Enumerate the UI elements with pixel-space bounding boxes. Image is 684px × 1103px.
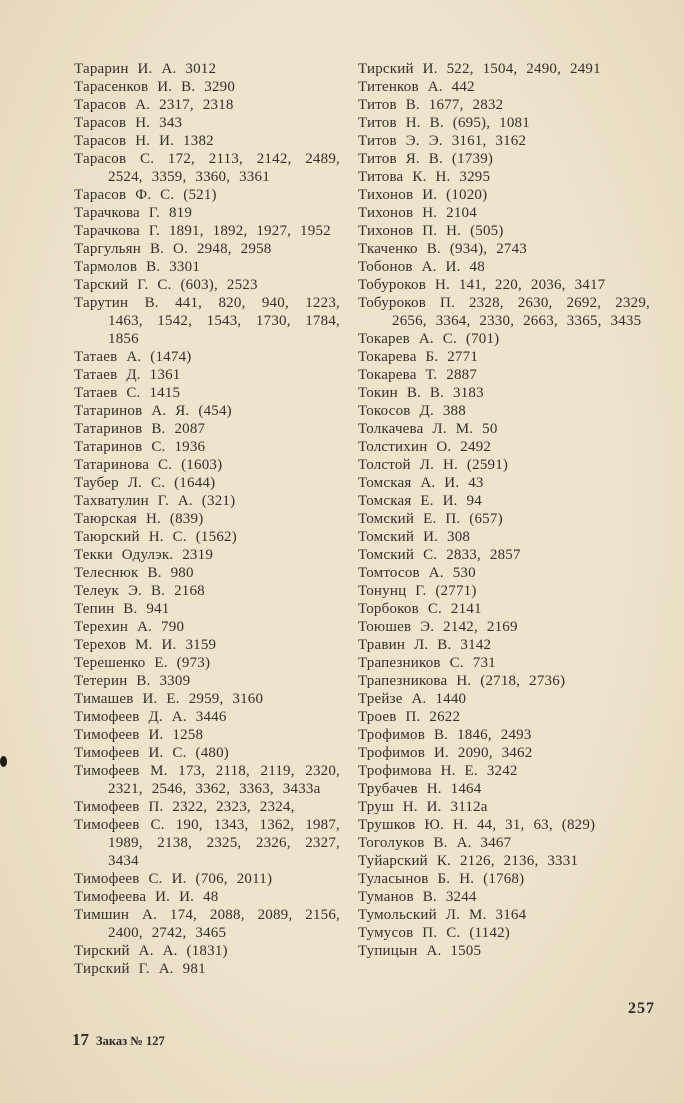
index-entry: Томский С. 2833, 2857 xyxy=(358,547,521,563)
index-entry: Тимофеев С. И. (706, 2011) xyxy=(74,871,273,887)
index-entry: Тарутин В. 441, 820, 940, 1223, 1463, 1542, 1543, 1730, 1784, 1856 xyxy=(74,295,340,347)
index-entry: Трапезникова Н. (2718, 2736) xyxy=(358,673,566,689)
index-entry: Татаринов В. 2087 xyxy=(74,421,206,437)
index-entry: Титов Я. В. (1739) xyxy=(358,151,494,167)
index-entry: Трофимов В. 1846, 2493 xyxy=(358,727,532,743)
index-entry: Таубер Л. С. (1644) xyxy=(74,475,216,491)
index-entry: Трапезников С. 731 xyxy=(358,655,496,671)
index-entry: Тарский Г. С. (603), 2523 xyxy=(74,277,258,293)
index-columns xyxy=(74,60,650,978)
index-entry: Телеснюк В. 980 xyxy=(74,565,194,581)
index-entry: Тарасов Н. 343 xyxy=(74,115,183,131)
index-entry: Тарасенков И. В. 3290 xyxy=(74,79,236,95)
index-entry: Тимофеев С. 190, 1343, 1362, 1987, 1989, 2138, 2325, 2326, 2327, 3434 xyxy=(74,817,340,869)
index-entry: Тихонов Н. 2104 xyxy=(358,205,477,221)
index-entry: Татаринов А. Я. (454) xyxy=(74,403,232,419)
index-entry: Толстихин О. 2492 xyxy=(358,439,492,455)
index-entry: Титов Н. В. (695), 1081 xyxy=(358,115,530,131)
index-entry: Томская А. И. 43 xyxy=(358,475,484,491)
index-entry: Тимофеева И. И. 48 xyxy=(74,889,219,905)
index-entry: Тихонов П. Н. (505) xyxy=(358,223,504,239)
index-entry: Токарева Б. 2771 xyxy=(358,349,479,365)
index-entry: Татаринов С. 1936 xyxy=(74,439,206,455)
index-entry: Тарачкова Г. 819 xyxy=(74,205,193,221)
index-entry: Титова К. Н. 3295 xyxy=(358,169,491,185)
index-entry: Толкачева Л. М. 50 xyxy=(358,421,498,437)
imprint-text: Заказ № 127 xyxy=(96,1034,165,1048)
index-entry: Тарасов А. 2317, 2318 xyxy=(74,97,234,113)
index-entry: Тимофеев И. 1258 xyxy=(74,727,204,743)
index-column-left xyxy=(74,60,340,978)
index-entry: Татаев Д. 1361 xyxy=(74,367,181,383)
index-entry: Томский Е. П. (657) xyxy=(358,511,503,527)
index-entry: Тобуроков Н. 141, 220, 2036, 3417 xyxy=(358,277,606,293)
index-entry: Терехин А. 790 xyxy=(74,619,185,635)
index-entry: Токарев А. С. (701) xyxy=(358,331,500,347)
index-entry: Титов В. 1677, 2832 xyxy=(358,97,504,113)
index-entry: Токосов Д. 388 xyxy=(358,403,466,419)
index-entry: Тоюшев Э. 2142, 2169 xyxy=(358,619,518,635)
index-entry: Тетерин В. 3309 xyxy=(74,673,191,689)
index-entry: Тармолов В. 3301 xyxy=(74,259,201,275)
index-entry: Торбоков С. 2141 xyxy=(358,601,482,617)
index-entry: Травин Л. В. 3142 xyxy=(358,637,492,653)
index-entry: Томский И. 308 xyxy=(358,529,471,545)
index-entry: Тарасов С. 172, 2113, 2142, 2489, 2524, 3359, 3360, 3361 xyxy=(74,151,340,185)
index-entry: Троев П. 2622 xyxy=(358,709,461,725)
index-entry: Токарева Т. 2887 xyxy=(358,367,478,383)
index-entry: Таюрская Н. (839) xyxy=(74,511,204,527)
index-entry: Тирский Г. А. 981 xyxy=(74,961,206,977)
scan-speck xyxy=(0,756,7,767)
index-entry: Тирский И. 522, 1504, 2490, 2491 xyxy=(358,61,601,77)
index-entry: Татаев С. 1415 xyxy=(74,385,181,401)
index-entry: Титенков А. 442 xyxy=(358,79,475,95)
index-entry: Трушков Ю. Н. 44, 31, 63, (829) xyxy=(358,817,596,833)
index-entry: Терешенко Е. (973) xyxy=(74,655,211,671)
index-entry: Тупицын А. 1505 xyxy=(358,943,482,959)
index-entry: Текки Одулэк. 2319 xyxy=(74,547,214,563)
imprint-number: 17 xyxy=(72,1030,89,1049)
index-entry: Трейзе А. 1440 xyxy=(358,691,467,707)
index-entry: Тонунц Г. (2771) xyxy=(358,583,477,599)
index-entry: Тимофеев И. С. (480) xyxy=(74,745,230,761)
index-entry: Ткаченко В. (934), 2743 xyxy=(358,241,528,257)
index-entry: Таюрский Н. С. (1562) xyxy=(74,529,237,545)
index-entry: Тирский А. А. (1831) xyxy=(74,943,228,959)
index-entry: Тобуроков П. 2328, 2630, 2692, 2329, 2656, 3364, 2330, 2663, 3365, 3435 xyxy=(358,295,650,329)
page-number: 257 xyxy=(628,1000,655,1017)
index-entry: Татаев А. (1474) xyxy=(74,349,192,365)
index-entry: Тимофеев Д. А. 3446 xyxy=(74,709,227,725)
index-entry: Тарасов Ф. С. (521) xyxy=(74,187,217,203)
index-entry: Тимофеев М. 173, 2118, 2119, 2320, 2321, 2546, 3362, 3363, 3433а xyxy=(74,763,340,797)
index-entry: Толстой Л. Н. (2591) xyxy=(358,457,509,473)
index-entry: Титов Э. Э. 3161, 3162 xyxy=(358,133,527,149)
index-entry: Тихонов И. (1020) xyxy=(358,187,488,203)
index-entry: Трубачев Н. 1464 xyxy=(358,781,482,797)
index-entry: Труш Н. И. 3112а xyxy=(358,799,488,815)
index-entry: Туйарский К. 2126, 2136, 3331 xyxy=(358,853,579,869)
index-entry: Таргульян В. О. 2948, 2958 xyxy=(74,241,272,257)
index-entry: Тимофеев П. 2322, 2323, 2324, xyxy=(74,799,295,815)
index-entry: Телеук Э. В. 2168 xyxy=(74,583,205,599)
index-entry: Туманов В. 3244 xyxy=(358,889,477,905)
index-entry: Томская Е. И. 94 xyxy=(358,493,482,509)
print-order-imprint xyxy=(72,1030,165,1050)
index-entry: Тобонов А. И. 48 xyxy=(358,259,485,275)
index-entry: Трофимов И. 2090, 3462 xyxy=(358,745,533,761)
index-entry: Тарарин И. А. 3012 xyxy=(74,61,217,77)
index-entry: Тумусов П. С. (1142) xyxy=(358,925,510,941)
index-entry: Терехов М. И. 3159 xyxy=(74,637,217,653)
index-entry: Тимашев И. Е. 2959, 3160 xyxy=(74,691,264,707)
index-entry: Татаринова С. (1603) xyxy=(74,457,223,473)
index-entry: Тепин В. 941 xyxy=(74,601,170,617)
index-column-right xyxy=(358,60,650,978)
index-entry: Токин В. В. 3183 xyxy=(358,385,484,401)
index-entry: Тоголуков В. А. 3467 xyxy=(358,835,512,851)
index-entry: Туласынов Б. Н. (1768) xyxy=(358,871,525,887)
index-entry: Тимшин А. 174, 2088, 2089, 2156, 2400, 2742, 3465 xyxy=(74,907,340,941)
index-entry: Томтосов А. 530 xyxy=(358,565,476,581)
index-entry: Трофимова Н. Е. 3242 xyxy=(358,763,518,779)
index-entry: Тарасов Н. И. 1382 xyxy=(74,133,214,149)
index-entry: Тарачкова Г. 1891, 1892, 1927, 1952 xyxy=(74,223,331,239)
index-entry: Тумольский Л. М. 3164 xyxy=(358,907,527,923)
index-entry: Тахватулин Г. А. (321) xyxy=(74,493,236,509)
